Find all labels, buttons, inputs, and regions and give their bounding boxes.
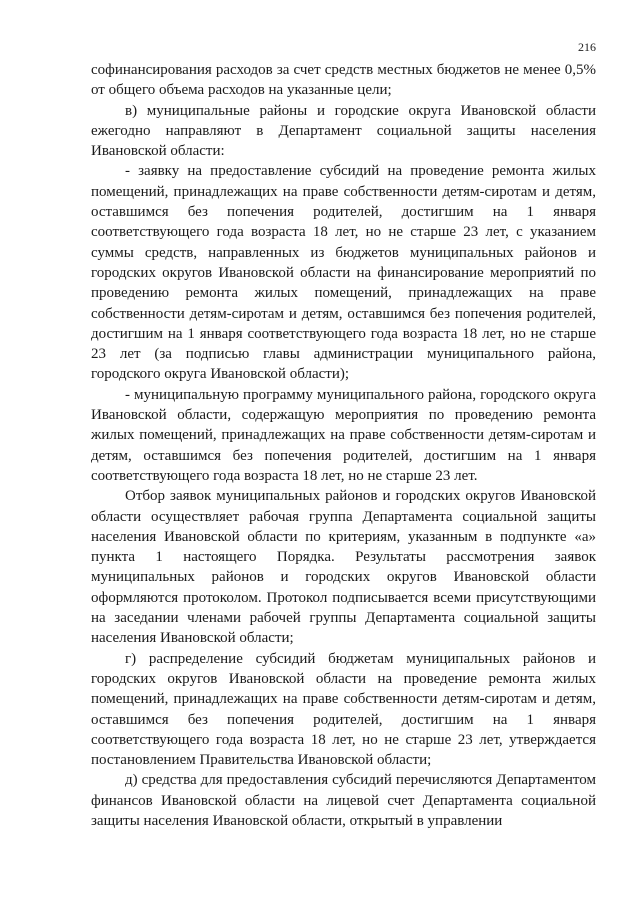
paragraph-municipal-program: - муниципальную программу муниципального района, городского округа Ивановской области, содержащую мероприятия по проведению ремонта жилых помещений, принадлежащих на праве собственности детям-сиротам и детям, оставшимся без попечения родителей, достигшим на 1 января соответствующего года возраста 18 лет, но не старше 23 лет. — [91, 386, 596, 484]
page-number: 216 — [578, 40, 596, 54]
paragraph-item-g: г) распределение субсидий бюджетам муниципальных районов и городских округов Ивановской области на проведение ремонта жилых помещений, принадлежащих на праве собственности детям-сиротам и детям, оставшимся без попечения родителей, достигшим на 1 января соответствующего года возраста 18 лет, но не старше 23 лет, утверждается постановлением Правительства Ивановской области; — [91, 650, 596, 769]
paragraph-selection: Отбор заявок муниципальных районов и городских округов Ивановской области осуществляет рабочая группа Департамента социальной защиты населения Ивановской области по критериям, указанным в подпункте «а» пункта 1 настоящего Порядка. Результаты рассмотрения заявок муниципальных районов и городских округов Ивановской области оформляются протоколом. Протокол подписывается всеми присутствующими на заседании членами рабочей группы Департамента социальной защиты населения Ивановской области; — [91, 488, 596, 647]
paragraph-continuation: софинансирования расходов за счет средств местных бюджетов не менее 0,5% от общего объема расходов на указанные цели; — [91, 62, 596, 99]
paragraph-application: - заявку на предоставление субсидий на проведение ремонта жилых помещений, принадлежащих на праве собственности детям-сиротам и детям, оставшимся без попечения родителей, достигшим на 1 января соответствующего года возраста 18 лет, но не старше 23 лет, с указанием суммы средств, направленных из бюджетов муниципальных районов и городских округов Ивановской области на финансирование мероприятий по проведению ремонта жилых помещений, принадлежащих на праве собственности детям-сиротам и детям, оставшимся без попечения родителей, достигшим на 1 января соответствующего года возраста 18 лет, но не старше 23 лет (за подписью главы администрации муниципального района, городского округа Ивановской области); — [91, 163, 596, 383]
document-body — [91, 60, 596, 831]
paragraph-item-d: д) средства для предоставления субсидий перечисляются Департаментом финансов Ивановской области на лицевой счет Департамента социальной защиты населения Ивановской области, открытый в управлении — [91, 772, 596, 829]
paragraph-item-v: в) муниципальные районы и городские округа Ивановской области ежегодно направляют в Департамент социальной защиты населения Ивановской области: — [91, 102, 596, 160]
